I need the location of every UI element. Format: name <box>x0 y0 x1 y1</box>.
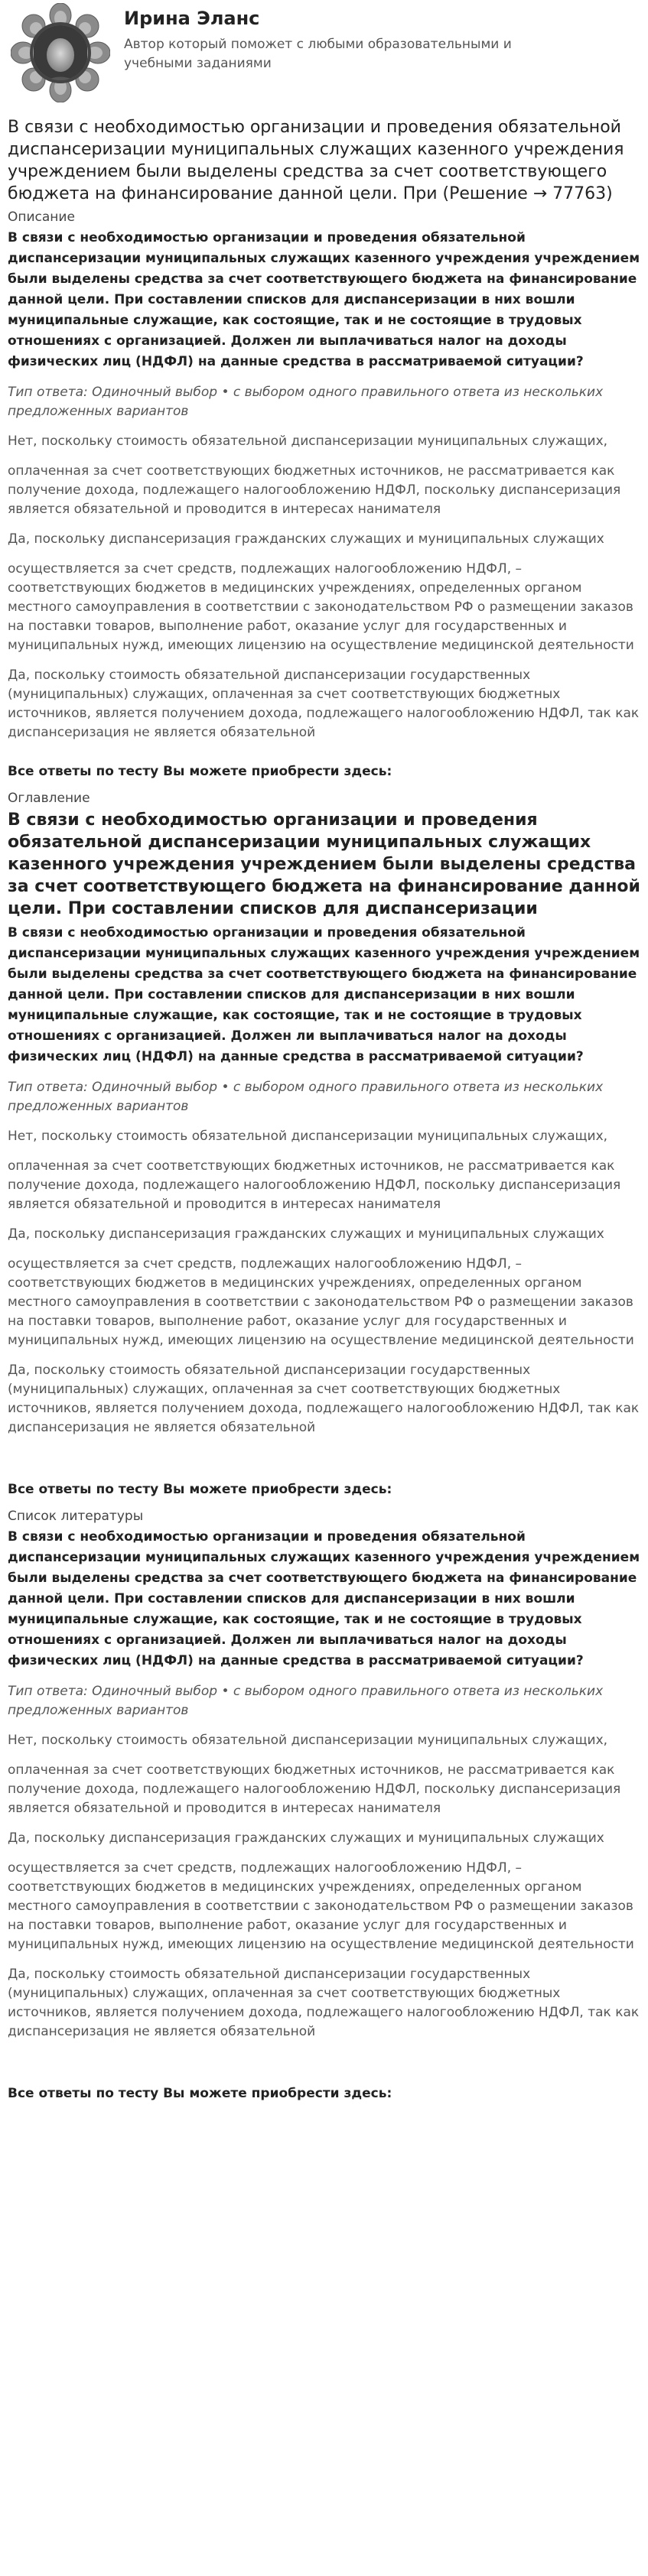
question-text: В связи с необходимостью организации и проведения обязательной диспансеризации муниципальных служащих казенного учреждения учреждением были выделены средства за счет соответствующего бюджета на финансирование данной цели. При составлении списков для диспансеризации в них вошли муниципальные служащие, как состоящие, так и не состоящие в трудовых отношениях с организацией. Должен ли выплачиваться налог на доходы физических лиц (НДФЛ) на данные средства в рассматриваемой ситуации? <box>8 230 640 369</box>
description-section <box>8 208 640 781</box>
contents-section <box>8 789 640 1499</box>
buy-answers-text: Все ответы по тесту Вы можете приобрести здесь: <box>8 1482 392 1497</box>
answer-option: Да, поскольку стоимость обязательной диспансеризации государственных (муниципальных) служащих, оплаченная за счет соответствующих бюджетных источников, является получением дохода, подлежащего налогообложению НДФЛ, так как диспансеризация не является обязательной <box>8 668 640 740</box>
answer-type: Тип ответа: Одиночный выбор • с выбором одного правильного ответа из нескольких предложенных вариантов <box>8 1080 604 1114</box>
literature-section <box>8 1507 640 2103</box>
answer-option: Нет, поскольку стоимость обязательной диспансеризации муниципальных служащих, <box>8 434 608 449</box>
section-label-literature: Список литературы <box>8 1509 144 1524</box>
answer-option: Да, поскольку стоимость обязательной диспансеризации государственных (муниципальных) служащих, оплаченная за счет соответствующих бюджетных источников, является получением дохода, подлежащего налогообложению НДФЛ, так как диспансеризация не является обязательной <box>8 1967 640 2039</box>
page-title: В связи с необходимостью организации и проведения обязательной диспансеризации муниципальных служащих казенного учреждения учреждением были выделены средства за счет соответствующего бюджета на финансирование данной цели. При (Решение → 77763) <box>8 118 624 203</box>
answer-option: оплаченная за счет соответствующих бюджетных источников, не рассматривается как получение дохода, подлежащего налогообложению НДФЛ, поскольку диспансеризация является обязательной и проводится в интересах нанимателя <box>8 1762 621 1816</box>
question-text: В связи с необходимостью организации и проведения обязательной диспансеризации муниципальных служащих казенного учреждения учреждением были выделены средства за счет соответствующего бюджета на финансирование данной цели. При составлении списков для диспансеризации в них вошли муниципальные служащие, как состоящие, так и не состоящие в трудовых отношениях с организацией. Должен ли выплачиваться налог на доходы физических лиц (НДФЛ) на данные средства в рассматриваемой ситуации? <box>8 925 640 1064</box>
answer-option: осуществляется за счет средств, подлежащих налогообложению НДФЛ, – соответствующих бюджетов в медицинских учреждениях, определенных органом местного самоуправления в соответствии с законодательством РФ о размещении заказов на поставки товаров, выполнение работ, оказание услуг для государственных и муниципальных нужд, имеющих лицензию на осуществление медицинской деятельности <box>8 561 634 653</box>
author-info <box>124 3 583 73</box>
answer-option: Да, поскольку диспансеризация гражданских служащих и муниципальных служащих <box>8 531 604 547</box>
avatar-flower-frame-icon <box>11 3 110 102</box>
answer-option: осуществляется за счет средств, подлежащих налогообложению НДФЛ, – соответствующих бюджетов в медицинских учреждениях, определенных органом местного самоуправления в соответствии с законодательством РФ о размещении заказов на поставки товаров, выполнение работ, оказание услуг для государственных и муниципальных нужд, имеющих лицензию на осуществление медицинской деятельности <box>8 1860 634 1952</box>
author-description: Автор который поможет с любыми образовательными и учебными заданиями <box>124 37 512 71</box>
question-text: В связи с необходимостью организации и проведения обязательной диспансеризации муниципальных служащих казенного учреждения учреждением были выделены средства за счет соответствующего бюджета на финансирование данной цели. При составлении списков для диспансеризации в них вошли муниципальные служащие, как состоящие, так и не состоящие в трудовых отношениях с организацией. Должен ли выплачиваться налог на доходы физических лиц (НДФЛ) на данные средства в рассматриваемой ситуации? <box>8 1529 640 1668</box>
section-label-contents: Оглавление <box>8 791 90 806</box>
answer-option: Нет, поскольку стоимость обязательной диспансеризации муниципальных служащих, <box>8 1733 608 1748</box>
answer-type: Тип ответа: Одиночный выбор • с выбором одного правильного ответа из нескольких предложенных вариантов <box>8 1684 604 1718</box>
author-name[interactable]: Ирина Эланс <box>124 8 260 29</box>
answer-type: Тип ответа: Одиночный выбор • с выбором одного правильного ответа из нескольких предложенных вариантов <box>8 385 604 419</box>
section-label-description: Описание <box>8 210 75 225</box>
answer-option: Да, поскольку стоимость обязательной диспансеризации государственных (муниципальных) служащих, оплаченная за счет соответствующих бюджетных источников, является получением дохода, подлежащего налогообложению НДФЛ, так как диспансеризация не является обязательной <box>8 1363 640 1435</box>
answer-option: оплаченная за счет соответствующих бюджетных источников, не рассматривается как получение дохода, подлежащего налогообложению НДФЛ, поскольку диспансеризация является обязательной и проводится в интересах нанимателя <box>8 463 621 517</box>
author-card <box>8 3 640 110</box>
contents-heading: В связи с необходимостью организации и проведения обязательной диспансеризации муниципальных служащих казенного учреждения учреждением были выделены средства за счет соответствующего бюджета на финансирование данной цели. При составлении списков для диспансеризации <box>8 810 640 918</box>
answer-option: оплаченная за счет соответствующих бюджетных источников, не рассматривается как получение дохода, подлежащего налогообложению НДФЛ, поскольку диспансеризация является обязательной и проводится в интересах нанимателя <box>8 1158 621 1212</box>
answer-option: осуществляется за счет средств, подлежащих налогообложению НДФЛ, – соответствующих бюджетов в медицинских учреждениях, определенных органом местного самоуправления в соответствии с законодательством РФ о размещении заказов на поставки товаров, выполнение работ, оказание услуг для государственных и муниципальных нужд, имеющих лицензию на осуществление медицинской деятельности <box>8 1256 634 1348</box>
answer-option: Да, поскольку диспансеризация гражданских служащих и муниципальных служащих <box>8 1226 604 1242</box>
buy-answers-text: Все ответы по тесту Вы можете приобрести здесь: <box>8 764 392 779</box>
answer-option: Да, поскольку диспансеризация гражданских служащих и муниципальных служащих <box>8 1830 604 1846</box>
buy-answers-text: Все ответы по тесту Вы можете приобрести здесь: <box>8 2086 392 2101</box>
answer-option: Нет, поскольку стоимость обязательной диспансеризации муниципальных служащих, <box>8 1129 608 1144</box>
author-avatar[interactable] <box>11 3 110 102</box>
